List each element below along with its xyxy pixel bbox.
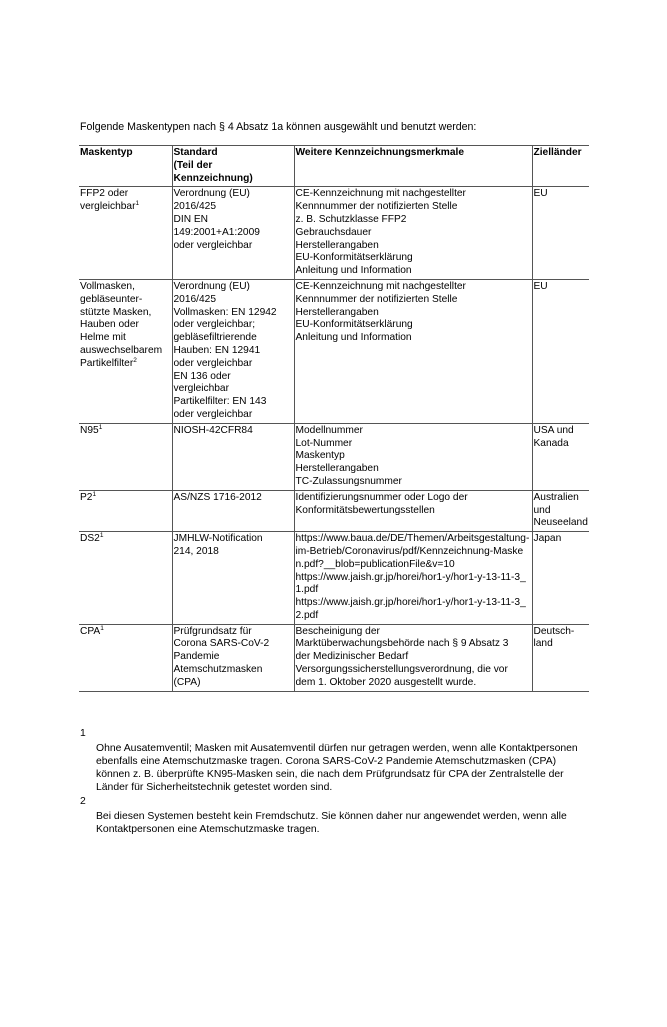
- cell-standard: JMHLW-Notification 214, 2018: [172, 532, 294, 625]
- table-row: [79, 187, 589, 280]
- table-header-row: [79, 146, 589, 187]
- cell-maskentyp: Vollmasken, gebläseunter- stützte Masken, Hauben oder Helme mit auswechselbarem Partikelfilter$^2$: [80, 280, 163, 369]
- header-standard: Standard (Teil der Kennzeichnung): [172, 146, 294, 187]
- cell-maskentyp: $N95^1$: [80, 423, 103, 436]
- footnote-ref: 1: [98, 423, 103, 431]
- cell-features: Identifizierungsnummer oder Logo der Konformitätsbewertungsstellen: [294, 490, 532, 531]
- cell-countries: EU: [532, 279, 589, 423]
- table-row: [79, 490, 589, 531]
- footnote-ref: 1: [92, 490, 97, 498]
- cell-features: CE-Kennzeichnung mit nachgestellter Kennnummer der notifizierten Stelle z. B. Schutzklasse FFP2 Gebrauchsdauer Herstellerangaben EU-Konformitätserklärung Anleitung und Information: [294, 187, 532, 280]
- cell-countries: Australien und Neuseeland: [532, 490, 589, 531]
- cell-features: CE-Kennzeichnung mit nachgestellter Kennnummer der notifizierten Stelle Herstellerangaben EU-Konformitätserklärung Anleitung und Information: [294, 279, 532, 423]
- cell-standard: Verordnung (EU) 2016/425 DIN EN 149:2001+A1:2009 oder vergleichbar: [172, 187, 294, 280]
- cell-features: Bescheinigung der Marktüberwachungsbehörde nach § 9 Absatz 3 der Medizinischer Bedarf Versorgungssicherstellungsverordnung, die vor dem 1. Oktober 2020 ausgestellt wurde.: [294, 624, 532, 691]
- cell-countries: USA und Kanada: [532, 423, 589, 490]
- footnote-ref: 1: [100, 624, 104, 632]
- table-row: [79, 279, 589, 423]
- cell-countries: EU: [532, 187, 589, 280]
- cell-maskentyp: $P2^1$: [80, 490, 97, 503]
- cell-features: Modellnummer Lot-Nummer Maskentyp Herstellerangaben TC-Zulassungsnummer: [294, 423, 532, 490]
- cell-standard: NIOSH-42CFR84: [172, 423, 294, 490]
- cell-maskentyp: $DS2^1$: [80, 532, 104, 545]
- header-countries: Zielländer: [532, 146, 589, 187]
- mask-types-table: [79, 145, 589, 692]
- cell-maskentyp: FFP2 oder vergleichbar$^1$: [80, 188, 140, 213]
- cell-countries: Deutsch- land: [532, 624, 589, 691]
- table-row: [79, 624, 589, 691]
- cell-countries: Japan: [532, 532, 589, 625]
- header-maskentyp: Maskentyp: [80, 147, 133, 158]
- footnote-ref: 2: [133, 356, 137, 364]
- footnote-text: Bei diesen Systemen besteht kein Fremdschutz. Sie können daher nur angewendet werden, wenn alle Kontaktpersonen eine Atemschutzmaske tragen.: [96, 811, 567, 835]
- footnote-ref: 1: [135, 200, 140, 208]
- footnote-number: 2: [80, 796, 86, 807]
- cell-maskentyp: CPA$^1$: [80, 624, 104, 637]
- footnote-text: Ohne Ausatemventil; Masken mit Ausatemventil dürfen nur getragen werden, wenn alle Kontaktpersonen ebenfalls eine Atemschutzmaske tragen. Corona SARS-CoV-2 Pandemie Atemschutzmasken (CPA) können z. B. überprüfte KN95-Masken sein, die nach dem Prüfgrundsatz für CPA der Zentralstelle der Länder für Sicherheitstechnik getestet worden sind.: [96, 743, 578, 793]
- footnotes: [80, 727, 590, 836]
- cell-standard: Verordnung (EU) 2016/425 Vollmasken: EN 12942 oder vergleichbar; gebläsefiltrierende Hauben: EN 12941 oder vergleichbar EN 136 oder vergleichbar Partikelfilter: EN 143 oder vergleichbar: [172, 279, 294, 423]
- table-row: [79, 532, 589, 625]
- footnote-number: 1: [80, 728, 86, 739]
- cell-standard: Prüfgrundsatz für Corona SARS-CoV-2 Pandemie Atemschutzmasken (CPA): [172, 624, 294, 691]
- intro-text: Folgende Maskentypen nach § 4 Absatz 1a können ausgewählt und benutzt werden:: [80, 121, 477, 133]
- table-row: [79, 423, 589, 490]
- cell-features-links[interactable]: https://www.baua.de/DE/Themen/Arbeitsgestaltung-im-Betrieb/Coronavirus/pdf/Kennzeichnung-Masken.pdf?__blob=publicationFile&v=10 https://www.jaish.gr.jp/horei/hor1-y/hor1-y-13-11-3_1.pdf https://www.jaish.gr.jp/horei/hor1-y/hor1-y-13-11-3_2.pdf: [294, 532, 532, 625]
- footnote-ref: 1: [99, 532, 104, 540]
- header-features: Weitere Kennzeichnungsmerkmale: [294, 146, 532, 187]
- cell-standard: AS/NZS 1716-2012: [172, 490, 294, 531]
